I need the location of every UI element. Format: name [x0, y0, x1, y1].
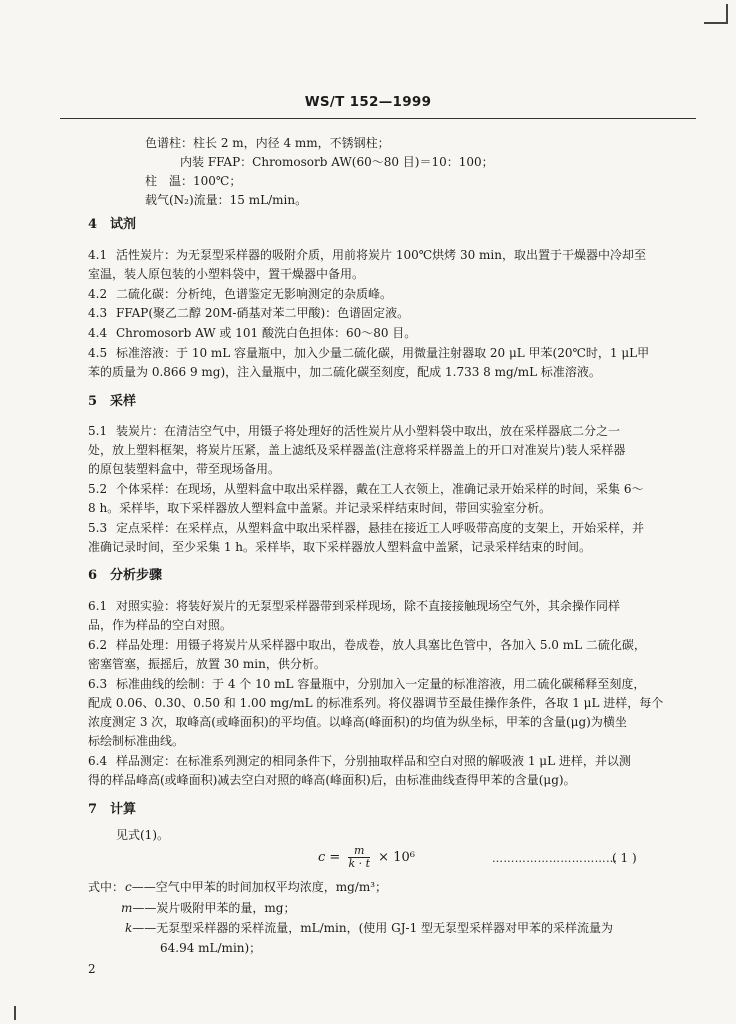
- column-temp: 柱 温：100℃；: [145, 174, 242, 188]
- page-number: 2: [88, 962, 96, 976]
- item-6-2: [88, 635, 646, 655]
- item-4-3: [88, 303, 409, 323]
- item-6-3-cont2: 浓度测定 3 次，取峰高(或峰面积)的平均值。以峰高(峰面积)的均值为纵坐标，甲苯的含量(μg)为横坐: [88, 715, 627, 729]
- item-6-2-cont: 密塞管塞，振摇后，放置 30 min，供分析。: [88, 657, 326, 671]
- item-4-5: [88, 343, 649, 363]
- item-5-1: [88, 421, 620, 441]
- formula-fraction: [348, 845, 370, 870]
- item-number: 4.2: [88, 287, 108, 301]
- formula-lhs: c =: [318, 850, 341, 865]
- def-text: ——炭片吸附甲苯的量，mg；: [132, 901, 296, 915]
- item-5-3-cont: 准确记录时间，至少采集 1 h。采样毕，取下采样器放人塑料盒中盖紧，记录采样结束的时间。: [88, 540, 591, 554]
- item-number: 4.5: [88, 346, 108, 360]
- item-6-3-cont: 配成 0.06、0.30、0.50 和 1.00 mg/mL 的标准系列。将仪器调节至最佳操作条件，各取 1 μL 进样，每个: [88, 696, 664, 710]
- def-symbol: c: [125, 880, 132, 894]
- section-7-title: 7 计算: [88, 802, 137, 817]
- section-5-title: 5 采样: [88, 394, 137, 409]
- item-number: 5.3: [88, 521, 108, 535]
- item-number: 4.4: [88, 326, 108, 340]
- item-6-3-cont3: 标绘制标准曲线。: [88, 734, 185, 748]
- column-spec: 色谱柱：柱长 2 m，内径 4 mm，不锈钢柱；: [145, 136, 390, 150]
- formula-denominator: k · t: [348, 857, 371, 870]
- item-number: 4.3: [88, 306, 108, 320]
- item-5-1-cont: 处，放上塑料框架，将炭片压紧，盖上滤纸及采样器盖(注意将采样器盖上的开口对准炭片)装人采样器: [88, 443, 626, 457]
- item-4-4: [88, 323, 416, 343]
- item-6-1-cont: 品，作为样品的空白对照。: [88, 618, 233, 632]
- item-number: 6.3: [88, 677, 108, 691]
- item-6-3: [88, 674, 645, 694]
- formula-intro: 见式(1)。: [116, 828, 169, 842]
- formula-leader-dots: ……………………………: [492, 852, 618, 865]
- section-6-title: 6 分析步骤: [88, 568, 163, 583]
- formula-factor: × 10⁶: [378, 850, 415, 865]
- item-text: Chromosorb AW 或 101 酸洗白色担体：60～80 目。: [116, 326, 417, 340]
- item-number: 6.4: [88, 754, 108, 768]
- item-5-1-cont2: 的原包装塑料盒中，带至现场备用。: [88, 462, 281, 476]
- section-4-title: 4 试剂: [88, 217, 137, 232]
- scan-corner-bottom-left: [14, 1006, 36, 1020]
- item-text: 活性炭片：为无泵型采样器的吸附介质，用前将炭片 100℃烘烤 30 min，取出置于干燥器中冷却至: [116, 248, 646, 262]
- def-symbol: m: [121, 901, 133, 915]
- item-text: 装炭片：在清洁空气中，用镊子将处理好的活性炭片从小塑料袋中取出，放在采样器底二分之一: [116, 424, 621, 438]
- def-c: [125, 877, 387, 897]
- item-6-4-cont: 得的样品峰高(或峰面积)减去空白对照的峰高(峰面积)后，由标准曲线查得甲苯的含量(μg)。: [88, 773, 576, 787]
- def-text: ——空气中甲苯的时间加权平均浓度，mg/m³；: [131, 880, 388, 894]
- item-5-3: [88, 518, 644, 538]
- item-text: 样品测定：在标准系列测定的相同条件下，分别抽取样品和空白对照的解吸液 1 μL 进样，并以测: [116, 754, 631, 768]
- item-text: 对照实验：将装好炭片的无泵型采样器带到采样现场，除不直接接触现场空气外，其余操作同样: [116, 599, 621, 613]
- item-4-1-cont: 室温，装人原包装的小塑料袋中，置干燥器中备用。: [88, 267, 365, 281]
- item-6-4: [88, 751, 631, 771]
- item-text: FFAP(聚乙二醇 20M-硝基对苯二甲酸)：色谱固定液。: [116, 306, 410, 320]
- formula-numerator: m: [348, 845, 370, 858]
- def-k-cont: 64.94 mL/min)；: [160, 941, 262, 955]
- item-number: 6.1: [88, 599, 108, 613]
- item-4-5-cont: 苯的质量为 0.866 9 mg)，注入量瓶中，加二硫化碳至刻度，配成 1.733 8 mg/mL 标准溶液。: [88, 365, 601, 379]
- packing-spec: 内装 FFAP：Chromosorb AW(60～80 目)＝10：100；: [180, 155, 494, 169]
- carrier-gas: 载气(N₂)流量：15 mL/min。: [145, 193, 308, 207]
- legend-prefix: 式中：: [88, 880, 125, 894]
- document-code-header: WS/T 152—1999: [304, 94, 432, 110]
- item-number: 5.2: [88, 482, 108, 496]
- header-rule: [60, 118, 696, 119]
- item-5-2: [88, 479, 643, 499]
- item-5-2-cont: 8 h。采样毕，取下采样器放人塑料盒中盖紧。并记录采样结束时间，带回实验室分析。: [88, 501, 552, 515]
- item-number: 5.1: [88, 424, 108, 438]
- item-text: 标准曲线的绘制：于 4 个 10 mL 容量瓶中，分别加入一定量的标准溶液，用二硫化碳稀释至刻度，: [116, 677, 646, 691]
- item-number: 6.2: [88, 638, 108, 652]
- item-text: 标准溶液：于 10 mL 容量瓶中，加入少量二硫化碳，用微量注射器取 20 μL 甲苯(20℃时，1 μL甲: [116, 346, 650, 360]
- def-symbol: k: [125, 921, 133, 935]
- def-k: [125, 918, 613, 938]
- scan-corner-top-right: [704, 4, 728, 24]
- item-text: 个体采样：在现场，从塑料盒中取出采样器，戴在工人衣领上，准确记录开始采样的时间，采集 6～: [116, 482, 644, 496]
- item-4-1: [88, 245, 646, 265]
- item-text: 二硫化碳：分析纯，色谱鉴定无影响测定的杂质峰。: [116, 287, 393, 301]
- formula-number: ( 1 ): [612, 851, 637, 865]
- formula-1: [318, 845, 415, 870]
- item-6-1: [88, 596, 620, 616]
- def-m: [121, 898, 295, 918]
- item-number: 4.1: [88, 248, 108, 262]
- def-text: ——无泵型采样器的采样流量，mL/min，(使用 GJ-1 型无泵型采样器对甲苯的采样流量为: [132, 921, 614, 935]
- item-4-2: [88, 284, 392, 304]
- item-text: 样品处理：用镊子将炭片从采样器中取出，卷成卷，放人具塞比色管中，各加入 5.0 mL 二硫化碳，: [116, 638, 646, 652]
- item-text: 定点采样：在采样点，从塑料盒中取出采样器，悬挂在接近工人呼吸带高度的支架上，开始采样，并: [116, 521, 645, 535]
